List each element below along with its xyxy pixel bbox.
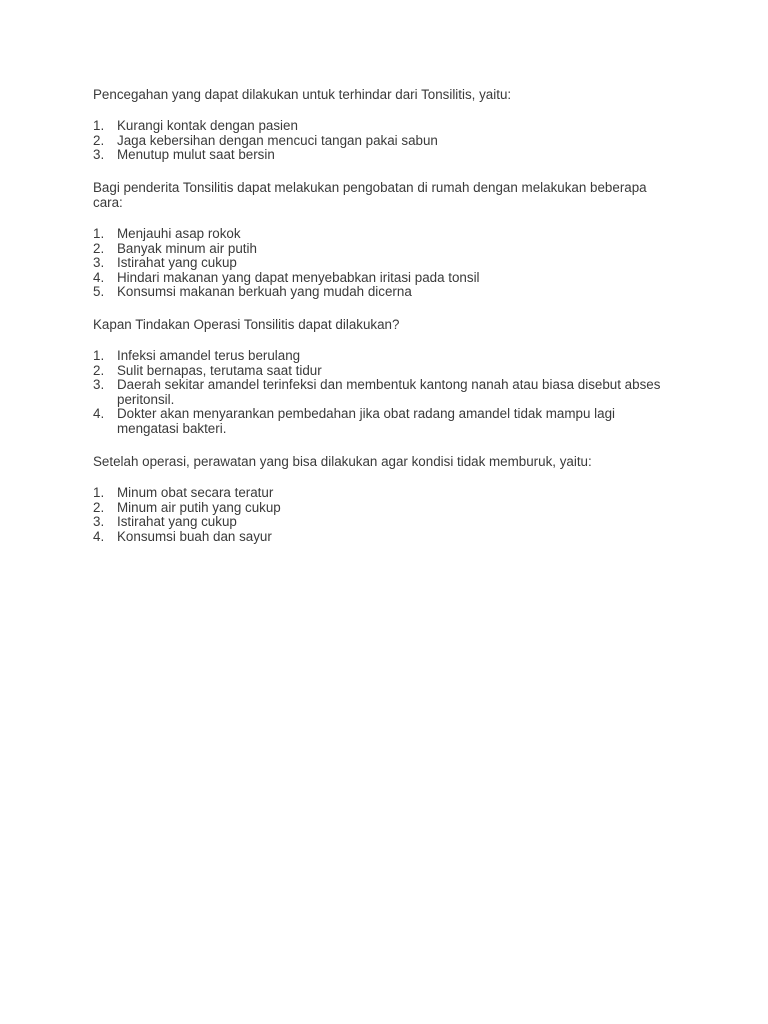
list-text: Istirahat yang cukup <box>117 255 237 271</box>
list-number: 4. <box>93 406 105 422</box>
list-number: 3. <box>93 255 105 271</box>
list-number: 1. <box>93 226 105 241</box>
list-number: 2. <box>93 132 105 148</box>
list-item <box>93 256 673 271</box>
list-item <box>93 148 673 163</box>
list-item <box>93 530 673 545</box>
section-3-intro: Kapan Tindakan Operasi Tonsilitis dapat dilakukan? <box>93 317 400 332</box>
list-number: 2. <box>93 240 105 256</box>
list-item <box>93 486 673 501</box>
list-item <box>93 501 673 516</box>
list-text: Menutup mulut saat bersin <box>117 147 275 163</box>
list-text: Konsumsi buah dan sayur <box>117 528 272 544</box>
list-item <box>93 134 673 149</box>
surgery-indication-list <box>93 349 673 437</box>
list-text: Kurangi kontak dengan pasien <box>117 118 298 133</box>
list-item <box>93 364 673 379</box>
list-item <box>93 515 673 530</box>
list-number: 1. <box>93 348 105 363</box>
list-item <box>93 119 673 134</box>
prevention-list <box>93 119 673 163</box>
list-text: Minum air putih yang cukup <box>117 499 281 515</box>
list-text: Hindari makanan yang dapat menyebabkan iritasi pada tonsil <box>117 269 480 285</box>
list-number: 1. <box>93 485 105 500</box>
list-number: 1. <box>93 118 105 133</box>
list-item <box>93 227 673 242</box>
list-number: 2. <box>93 499 105 515</box>
list-text: Istirahat yang cukup <box>117 514 237 530</box>
list-text: Konsumsi makanan berkuah yang mudah dicerna <box>117 284 412 300</box>
list-text: Dokter akan menyarankan pembedahan jika obat radang amandel tidak mampu lagi mengatasi bakteri. <box>117 406 615 436</box>
list-number: 2. <box>93 362 105 378</box>
list-text: Minum obat secara teratur <box>117 485 274 500</box>
list-text: Banyak minum air putih <box>117 240 257 256</box>
list-item <box>93 242 673 257</box>
post-surgery-care-list <box>93 486 673 544</box>
list-item <box>93 271 673 286</box>
list-item <box>93 285 673 300</box>
section-1-intro: Pencegahan yang dapat dilakukan untuk terhindar dari Tonsilitis, yaitu: <box>93 87 512 102</box>
list-number: 4. <box>93 269 105 285</box>
list-text: Infeksi amandel terus berulang <box>117 348 301 363</box>
list-text: Menjauhi asap rokok <box>117 226 241 241</box>
list-number: 3. <box>93 147 105 163</box>
section-2-intro: Bagi penderita Tonsilitis dapat melakukan pengobatan di rumah dengan melakukan beberapa cara: <box>93 180 647 210</box>
list-number: 3. <box>93 514 105 530</box>
home-treatment-list <box>93 227 673 300</box>
section-4-intro: Setelah operasi, perawatan yang bisa dilakukan agar kondisi tidak memburuk, yaitu: <box>93 454 592 469</box>
list-item <box>93 407 673 436</box>
list-item <box>93 349 673 364</box>
list-number: 5. <box>93 284 105 300</box>
list-text: Jaga kebersihan dengan mencuci tangan pakai sabun <box>117 132 438 148</box>
list-number: 4. <box>93 528 105 544</box>
list-text: Sulit bernapas, terutama saat tidur <box>117 362 322 378</box>
list-item <box>93 378 673 407</box>
list-number: 3. <box>93 377 105 393</box>
list-text: Daerah sekitar amandel terinfeksi dan membentuk kantong nanah atau biasa disebut abses peritonsil. <box>117 377 661 407</box>
